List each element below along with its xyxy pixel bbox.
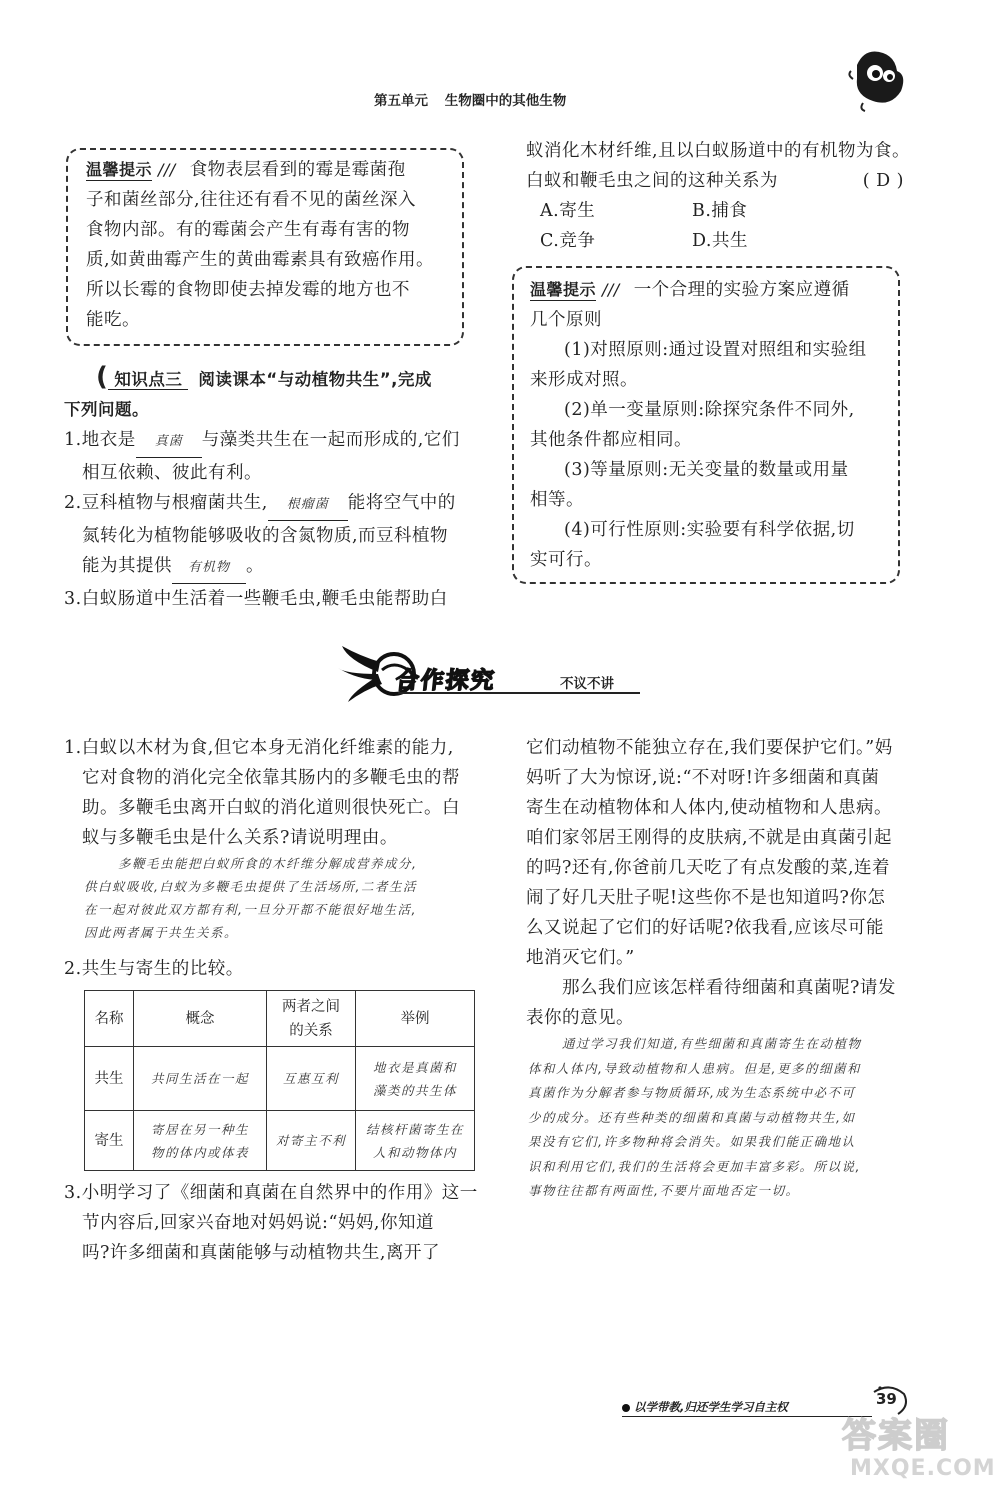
q3-line: 表你的意见。: [526, 1008, 634, 1028]
answer-line: 体和人体内,导致动植物和人患病。但是,更多的细菌和: [528, 1060, 861, 1076]
coop-question-1: [64, 733, 494, 853]
option-d[interactable]: D.共生: [692, 231, 748, 251]
q1-text: 与藻类共生在一起而形成的,它们: [201, 430, 460, 450]
q3-text: 蚁消化木材纤维,且以白蚁肠道中的有机物为食。: [526, 141, 911, 161]
example-line: 结核杆菌寄生在: [365, 1121, 464, 1137]
example-line: 人和动物体内: [372, 1144, 457, 1160]
table-row: [85, 1111, 475, 1171]
answer-line: 因此两者属于共生关系。: [84, 925, 239, 940]
q3-line: 那么我们应该怎样看待细菌和真菌呢?请发: [562, 978, 896, 998]
q1-text: 1.地衣是: [64, 430, 136, 450]
tip-line: 食物内部。有的霉菌会产生有毒有害的物: [86, 220, 410, 240]
kp-heading: 阅读课本“与动植物共生”,完成: [198, 370, 432, 389]
termite-question-cont: [526, 136, 926, 256]
q2-text: 。: [246, 556, 264, 576]
row-concept: 共同生活在一起: [134, 1047, 267, 1111]
tip-line: 所以长霉的食物即使去掉发霉的地方也不: [86, 280, 410, 300]
answer-line: 多鞭毛虫能把白蚁所食的木纤维分解成营养成分,: [118, 856, 418, 871]
watermark-logo: 答案圈: [842, 1416, 950, 1456]
concept-line: 物的体内或体表: [150, 1144, 249, 1160]
q3-text: 3.白蚁肠道中生活着一些鞭毛虫,鞭毛虫能帮助白: [64, 589, 448, 609]
q3-line: 地消灭它们。”: [526, 948, 635, 968]
table-header: [267, 991, 356, 1047]
tip-line: 能吃。: [86, 310, 140, 330]
q3-line: 吗?许多细菌和真菌能够与动植物共生,离开了: [82, 1243, 440, 1263]
tip-slashes: ///: [602, 280, 620, 299]
option-c[interactable]: C.竞争: [540, 231, 596, 251]
q3-line: 妈听了大为惊讶,说:“不对呀!许多细菌和真菌: [526, 768, 880, 788]
row-name: 共生: [85, 1047, 134, 1111]
comparison-table: [84, 990, 475, 1171]
unit-label: 第五单元: [374, 93, 428, 109]
q3-line: 的吗?还有,你爸前几天吃了有点发酸的菜,连着: [526, 858, 891, 878]
table-row: [85, 1047, 475, 1111]
kp-heading-cont: 下列问题。: [64, 400, 149, 419]
q2-text: 2.豆科植物与根瘤菌共生,: [64, 493, 268, 513]
q2-answer-blank-2[interactable]: 有机物: [172, 553, 246, 584]
option-b[interactable]: B.捕食: [692, 201, 748, 221]
unit-title: 生物圈中的其他生物: [444, 93, 567, 109]
q3-text: 白蚁和鞭毛虫之间的这种关系为: [526, 171, 778, 191]
q3-line: 闹了好几天肚子呢!这些你不是也知道吗?你怎: [526, 888, 886, 908]
answer-line: 少的成分。还有些种类的细菌和真菌与动植物共生,如: [528, 1109, 856, 1125]
tip-line: 食物表层看到的霉是霉菌孢: [189, 160, 406, 180]
tip-mold-content: [86, 155, 458, 335]
row-relation: 对寄主不利: [267, 1111, 356, 1171]
q1-line: 它对食物的消化完全依靠其肠内的多鞭毛虫的帮: [82, 768, 460, 788]
footer-line: [622, 1416, 872, 1417]
header-line: 的关系: [289, 1022, 333, 1039]
tip-label: 温馨提示: [86, 160, 153, 179]
tip-line: 实可行。: [530, 550, 602, 570]
row-relation: 互惠互利: [267, 1047, 356, 1111]
watermark-url: MXQE.COM: [850, 1456, 996, 1481]
q3-line: 寄生在动植物体和人体内,使动植物和人患病。: [526, 798, 893, 818]
option-a[interactable]: A.寄生: [540, 201, 596, 221]
q1-line: 1.白蚁以木材为食,但它本身无消化纤维素的能力,: [64, 738, 454, 758]
tip-label: 温馨提示: [530, 280, 597, 299]
section-subtitle: 不议不讲: [560, 676, 614, 692]
bracket-icon: (: [96, 362, 109, 392]
q3-line: 么又说起了它们的好话呢?依我看,应该尽可能: [526, 918, 884, 938]
tip-experiment-content: [530, 275, 892, 575]
q3-answer: ( D ): [862, 171, 904, 191]
tip-line: 其他条件都应相同。: [530, 430, 692, 450]
row-concept: [134, 1111, 267, 1171]
q1-handwritten-answer[interactable]: [84, 852, 494, 944]
header-line: 两者之间: [282, 998, 340, 1015]
coop-question-3: [64, 1178, 494, 1268]
answer-line: 在一起对彼此双方都有利,一旦分开都不能很好地生活,: [84, 902, 417, 917]
page-number: 39: [876, 1390, 897, 1408]
answer-line: 供白蚁吸收,白蚁为多鞭毛虫提供了生活场所,二者生活: [84, 879, 417, 894]
q3-line: 咱们家邻居王刚得的皮肤病,不就是由真菌引起: [526, 828, 893, 848]
tip-line: 一个合理的实验方案应遵循: [633, 280, 850, 300]
answer-line: 事物往往都有两面性,不要片面地否定一切。: [528, 1183, 800, 1198]
q3-handwritten-answer[interactable]: [528, 1032, 928, 1204]
row-example: [356, 1047, 475, 1111]
answer-line: 识和利用它们,我们的生活将会更加丰富多彩。所以说,: [528, 1158, 861, 1174]
answer-line: 果没有它们,许多物种将会消失。如果我们能正确地认: [528, 1134, 856, 1149]
q1-line: 助。多鞭毛虫离开白蚁的消化道则很快死亡。白: [82, 798, 460, 818]
q3-line: 它们动植物不能独立存在,我们要保护它们。”妈: [526, 738, 893, 758]
tip-slashes: ///: [158, 160, 176, 179]
section-title: 合作探究: [394, 668, 498, 694]
table-header: 举例: [356, 991, 475, 1047]
q2-title: 2.共生与寄生的比较。: [64, 959, 244, 979]
tip-line: (1)对照原则:通过设置对照组和实验组: [564, 340, 867, 360]
tip-line: (4)可行性原则:实验要有科学依据,切: [564, 520, 855, 540]
tip-line: 质,如黄曲霉产生的黄曲霉素具有致癌作用。: [86, 250, 435, 270]
q2-text: 氮转化为植物能够吸收的含氮物质,而豆科植物: [82, 526, 449, 546]
footer-bullet-icon: [622, 1404, 630, 1412]
row-example: [356, 1111, 475, 1171]
q3-line: 节内容后,回家兴奋地对妈妈说:“妈妈,你知道: [82, 1213, 434, 1233]
table-header: 名称: [85, 991, 134, 1047]
q2-text: 能将空气中的: [347, 493, 456, 513]
tip-line: (2)单一变量原则:除探究条件不同外,: [564, 400, 855, 420]
section-divider: [398, 692, 640, 694]
row-name: 寄生: [85, 1111, 134, 1171]
tip-line: 几个原则: [530, 310, 602, 330]
kp-label: 知识点三: [108, 370, 188, 390]
mascot-icon: [845, 45, 915, 115]
q2-text: 能为其提供: [82, 556, 172, 576]
coop-question-3-cont: [526, 733, 926, 1033]
tip-line: 相等。: [530, 490, 584, 510]
q1-text: 相互依赖、彼此有利。: [82, 463, 262, 483]
knowledge-point-three: [64, 362, 484, 614]
q1-answer-blank[interactable]: 真菌: [136, 427, 202, 458]
answer-line: 真菌作为分解者参与物质循环,成为生态系统中必不可: [528, 1085, 856, 1100]
page-header: [374, 89, 566, 109]
tip-line: (3)等量原则:无关变量的数量或用量: [564, 460, 849, 480]
example-line: 藻类的共生体: [372, 1082, 457, 1098]
q3-line: 3.小明学习了《细菌和真菌在自然界中的作用》这一: [64, 1183, 478, 1203]
table-header: 概念: [134, 991, 267, 1047]
answer-line: 通过学习我们知道,有些细菌和真菌寄生在动植物: [562, 1036, 862, 1051]
q2-answer-blank[interactable]: 根瘤菌: [268, 490, 348, 521]
tip-line: 来形成对照。: [530, 370, 638, 390]
q1-line: 蚁与多鞭毛虫是什么关系?请说明理由。: [82, 828, 398, 848]
example-line: 地衣是真菌和: [372, 1059, 457, 1075]
footer-slogan: 以学带教,归还学生学习自主权: [634, 1400, 788, 1414]
concept-line: 寄居在另一种生: [150, 1121, 249, 1137]
tip-line: 子和菌丝部分,往往还有看不见的菌丝深入: [86, 190, 417, 210]
